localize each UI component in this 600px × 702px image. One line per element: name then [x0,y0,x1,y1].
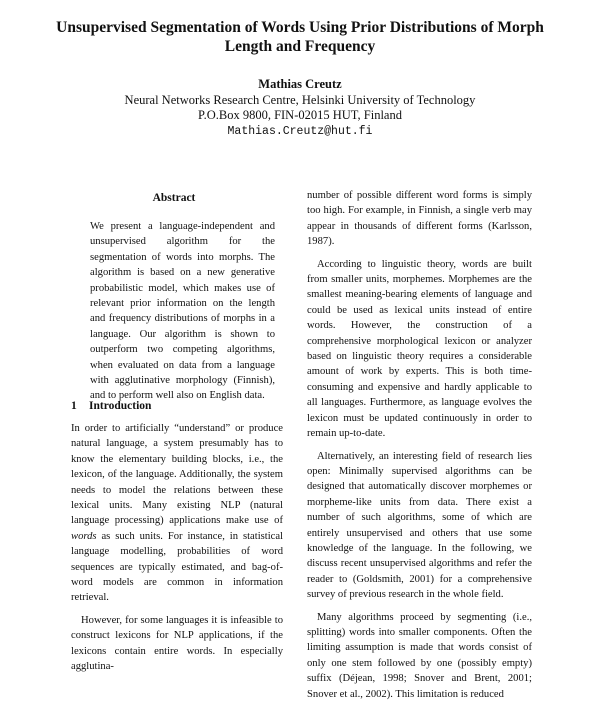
section-number: 1 [71,400,77,412]
intro-text-part: In order to artificially “understand” or produce natural language, a system presumably has to know the elementary building blocks, i.e., the lexicon, of the language. Additionally, the system needs to model the relations between these lexical units. Many existing NLP (natural language processing) applications make use of [71,423,283,527]
paper-title: Unsupervised Segmentation of Words Using Prior Distributions of Morph Length and Frequency [56,19,544,55]
right-paragraph-2: Alternatively, an interesting field of research lies open: Minimally supervised algorithms can be designed that automatically discover morphemes or morpheme-like units from data. There exist a number of such algorithms, some of which are entirely unsupervised and others that use some knowledge of the language. In the following, we discuss recent unsupervised algorithms and refer the reader to (Goldsmith, 2001) for a comprehensive survey of previous research in the whole field. [307,450,532,601]
abstract-heading: Abstract [152,192,196,204]
author-address: P.O.Box 9800, FIN-02015 HUT, Finland [198,108,402,122]
section-title: Introduction [89,400,152,412]
right-paragraph-1: According to linguistic theory, words are built from smaller units, morphemes. Morphemes are the smallest meaning-bearing elements of language and could be used as lexical units instead of entire words. However, the construction of a comprehensive morphological lexicon or analyzer based on linguistic theory requires a considerable amount of work by experts. This is both time-consuming and expensive and hardly applicable to all languages. Furthermore, as language evolves the lexicon must be updated continuously in order to remain up-to-date. [307,258,532,440]
author-affiliation: Neural Networks Research Centre, Helsinki University of Technology [124,92,476,107]
abstract-paragraph: We present a language-independent and unsupervised algorithm for the segmentation of words into morphs. The algorithm is based on a new generative probabilistic model, which makes use of relevant prior information on the length and frequency distributions of morphs in a language. Our algorithm is shown to outperform two competing algorithms, when evaluated on data from a language with agglutinative morphology (Finnish), and to perform well also on English data. [90,221,275,402]
intro-emphasis: words [71,530,97,542]
author-name: Mathias Creutz [258,77,342,91]
introduction-column [71,421,283,673]
right-column [307,188,532,700]
abstract-text [90,219,275,411]
intro-paragraph-2: However, for some languages it is infeasible to construct lexicons for NLP applications, if the lexicons contain entire words. In especially agglutina- [71,614,283,673]
intro-paragraph-1 [71,421,283,606]
author-block [40,77,560,139]
section-heading-introduction [71,400,281,412]
right-paragraph-0: number of possible different word forms is simply too high. For example, in Finnish, a single verb may appear in thousands of different forms (Karlsson, 1987). [307,190,532,248]
right-paragraph-3: Many algorithms proceed by segmenting (i.e., splitting) words into smaller components. Often the limiting assumption is made that words consist of only one stem followed by one (possibly empty) suffix (Déjean, 1998; Snover and Brent, 2001; Snover et al., 2002). This limitation is reduced [307,611,532,700]
intro-text-part: as such units. For instance, in statistical language modelling, probabilities of word sequences are typically estimated, and bag-of-word models are common in information retrieval. [71,530,283,604]
author-email[interactable]: Mathias.Creutz@hut.fi [227,124,373,138]
